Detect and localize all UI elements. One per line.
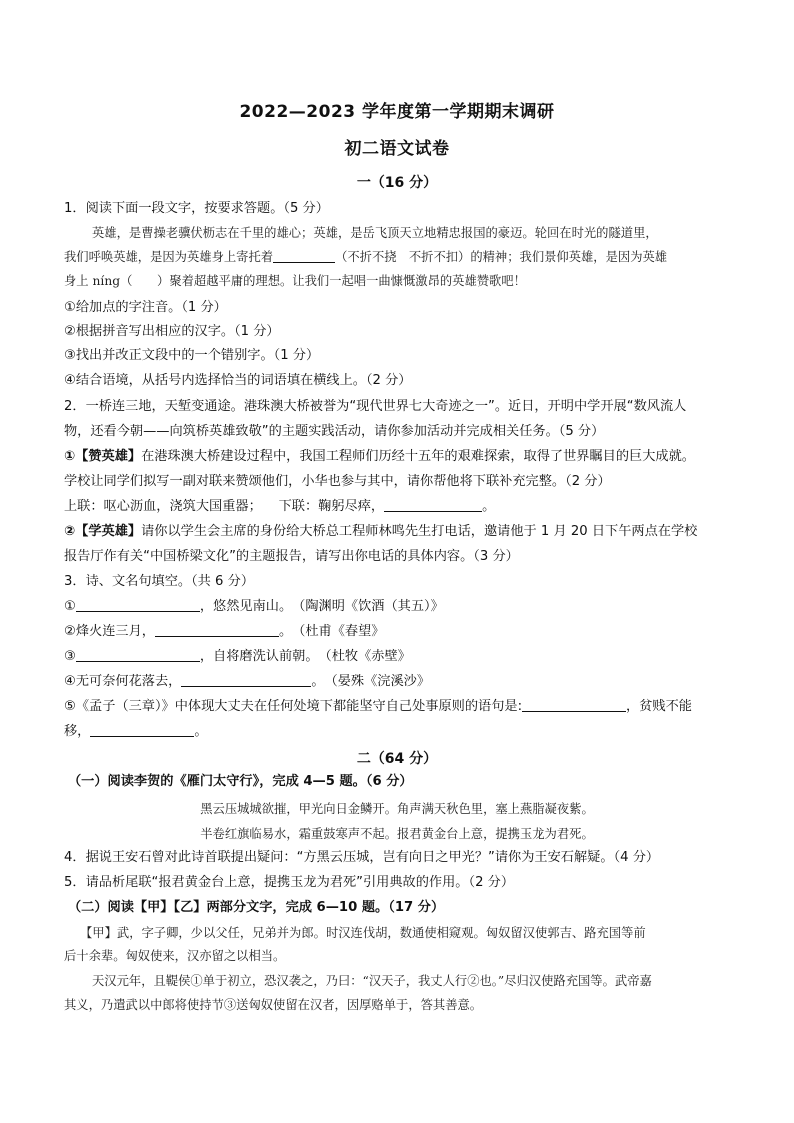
couplet-period: 。	[482, 499, 496, 514]
q5: 5．请品析尾联“报君黄金台上意，提携玉龙为君死”引用典故的作用。（2 分）	[64, 875, 515, 890]
q3-line-1	[64, 597, 734, 617]
q2-sub1-text: 在港珠澳大桥建设过程中，我国工程师们历经十五年的艰难探索，取得了世界瞩目的巨大成就。	[141, 449, 695, 464]
q3-l5-cont: ，贫贱不能	[626, 699, 692, 714]
couplet-upper: 上联：呕心沥血，浇筑大国重器；	[64, 499, 262, 514]
q3-blank-1[interactable]	[76, 597, 200, 612]
reading2-passage-line-3: 天汉元年，且鞮侯①单于初立，恐汉袭之，乃曰：“汉天子，我丈人行②也。”尽归汉使路充国等。武帝嘉	[92, 974, 652, 988]
q3-line-3	[64, 647, 734, 667]
q1-passage-text: 我们呼唤英雄，是因为英雄身上寄托着	[64, 250, 274, 264]
q2-line-1: 2．一桥连三地，天堑变通途。港珠澳大桥被誉为“现代世界七大奇迹之一”。近日，开明中学开展“数风流人	[64, 399, 687, 414]
poem-line-1: 黑云压城城欲摧，甲光向日金鳞开。角声满天秋色里，塞上燕脂凝夜紫。	[200, 802, 594, 816]
q1-item-2: ②根据拼音写出相应的汉字。（1 分）	[64, 324, 280, 339]
q2-sub1-line-2: 学校让同学们拟写一副对联来赞颂他们，小华也参与其中，请你帮他将下联补充完整。（2 分）	[64, 474, 611, 489]
q3-blank-3[interactable]	[76, 647, 200, 662]
q3-l2-source: 。 （杜甫《春望》	[278, 624, 385, 639]
q2-sub1-tag: ①【赞英雄】	[64, 449, 142, 464]
q3-l4-source: 。 （晏殊《浣溪沙》	[311, 674, 431, 689]
couplet-blank[interactable]	[384, 497, 482, 512]
q2-line-2: 物，还看今朝——向筑桥英雄致敬”的主题实践活动，请你参加活动并完成相关任务。（5 分）	[64, 424, 605, 439]
reading1-heading: （一）阅读李贺的《雁门太守行》，完成 4—5 题。（6 分）	[68, 774, 413, 789]
q3-l5-text: ⑤《孟子（三章）》中体现大丈夫在任何处境下都能坚守自己处事原则的语句是:	[64, 699, 523, 714]
q2-sub2-tag: ②【学英雄】	[64, 524, 142, 539]
q3-blank-6[interactable]	[90, 722, 194, 737]
couplet-lower: 下联：鞠躬尽瘁，	[278, 499, 385, 514]
q3-l1-text: ，悠然见南山。 （陶渊明《饮酒（其五）》	[199, 599, 444, 614]
q1-passage-line-3: 身上 níng（ ）聚着超越平庸的理想。让我们一起唱一曲慷慨激昂的英雄赞歌吧！	[64, 274, 526, 288]
q3-line-5	[64, 697, 734, 717]
q1-stem: 1．阅读下面一段文字，按要求答题。（5 分）	[64, 201, 329, 216]
q3-l2-text: ②烽火连三月，	[64, 624, 155, 639]
q1-passage-line-1: 英雄，是曹操老骥伏枥志在千里的雄心；英雄，是岳飞顶天立地精忠报国的豪迈。轮回在时光的隧道里，	[92, 226, 658, 240]
q3-l3-text: ，自将磨洗认前朝。 （杜牧《赤壁》	[199, 649, 411, 664]
q3-l1-num: ①	[64, 599, 76, 614]
q2-sub2-line-1	[64, 522, 734, 542]
q1-passage-text-cont: （不折不挠 不折不扣）的精神；我们景仰英雄，是因为英雄	[335, 250, 668, 264]
part1-heading: 一（16 分）	[356, 175, 438, 191]
q3-line-4	[64, 672, 734, 692]
q3-line-6	[64, 722, 734, 742]
reading2-passage-line-1: 【甲】武，字子卿，少以父任，兄弟并为郎。时汉连伐胡，数通使相窥观。匈奴留汉使郭吉、路充国等前	[80, 926, 646, 940]
q3-l4-text: ④无可奈何花落去，	[64, 674, 182, 689]
couplet-line	[64, 497, 734, 517]
poem-line-2: 半卷红旗临易水，霜重鼓寒声不起。报君黄金台上意，提携玉龙为君死。	[200, 827, 594, 841]
reading2-heading: （二）阅读【甲】【乙】两部分文字，完成 6—10 题。（17 分）	[68, 900, 445, 915]
q2-sub2-text: 请你以学生会主席的身份给大桥总工程师林鸣先生打电话，邀请他于 1 月 20 日下午两点在学校	[141, 524, 698, 539]
q3-stem: 3．诗、文名句填空。（共 6 分）	[64, 574, 255, 589]
q3-blank-5[interactable]	[522, 697, 626, 712]
part2-heading: 二（64 分）	[356, 751, 438, 767]
q1-passage-line-2	[64, 247, 734, 267]
q3-l6-text: 移，	[64, 724, 91, 739]
q3-line-2	[64, 622, 734, 642]
q3-l3-num: ③	[64, 649, 76, 664]
q2-sub2-line-2: 报告厅作有关“中国桥梁文化”的主题报告，请写出你电话的具体内容。（3 分）	[64, 549, 519, 564]
q2-sub1-line-1	[64, 447, 734, 467]
q3-blank-4[interactable]	[181, 672, 311, 687]
q1-word-blank[interactable]	[273, 248, 335, 263]
q1-item-4: ④结合语境，从括号内选择恰当的词语填在横线上。（2 分）	[64, 373, 412, 388]
q1-item-1: ①给加点的字注音。（1 分）	[64, 300, 227, 315]
exam-subtitle: 初二语文试卷	[344, 139, 450, 159]
q4: 4．据说王安石曾对此诗首联提出疑问：“方黑云压城，岂有向日之甲光？”请你为王安石解疑。（4 分）	[64, 850, 660, 865]
q3-l6-end: 。	[194, 724, 208, 739]
q3-blank-2[interactable]	[155, 622, 279, 637]
q1-item-3: ③找出并改正文段中的一个错别字。（1 分）	[64, 348, 320, 363]
reading2-passage-line-2: 后十余辈。匈奴使来，汉亦留之以相当。	[64, 949, 286, 963]
reading2-passage-line-4: 其义，乃遣武以中郎将使持节③送匈奴使留在汉者，因厚赂单于，答其善意。	[64, 998, 483, 1012]
exam-title: 2022—2023 学年度第一学期期末调研	[239, 102, 555, 122]
